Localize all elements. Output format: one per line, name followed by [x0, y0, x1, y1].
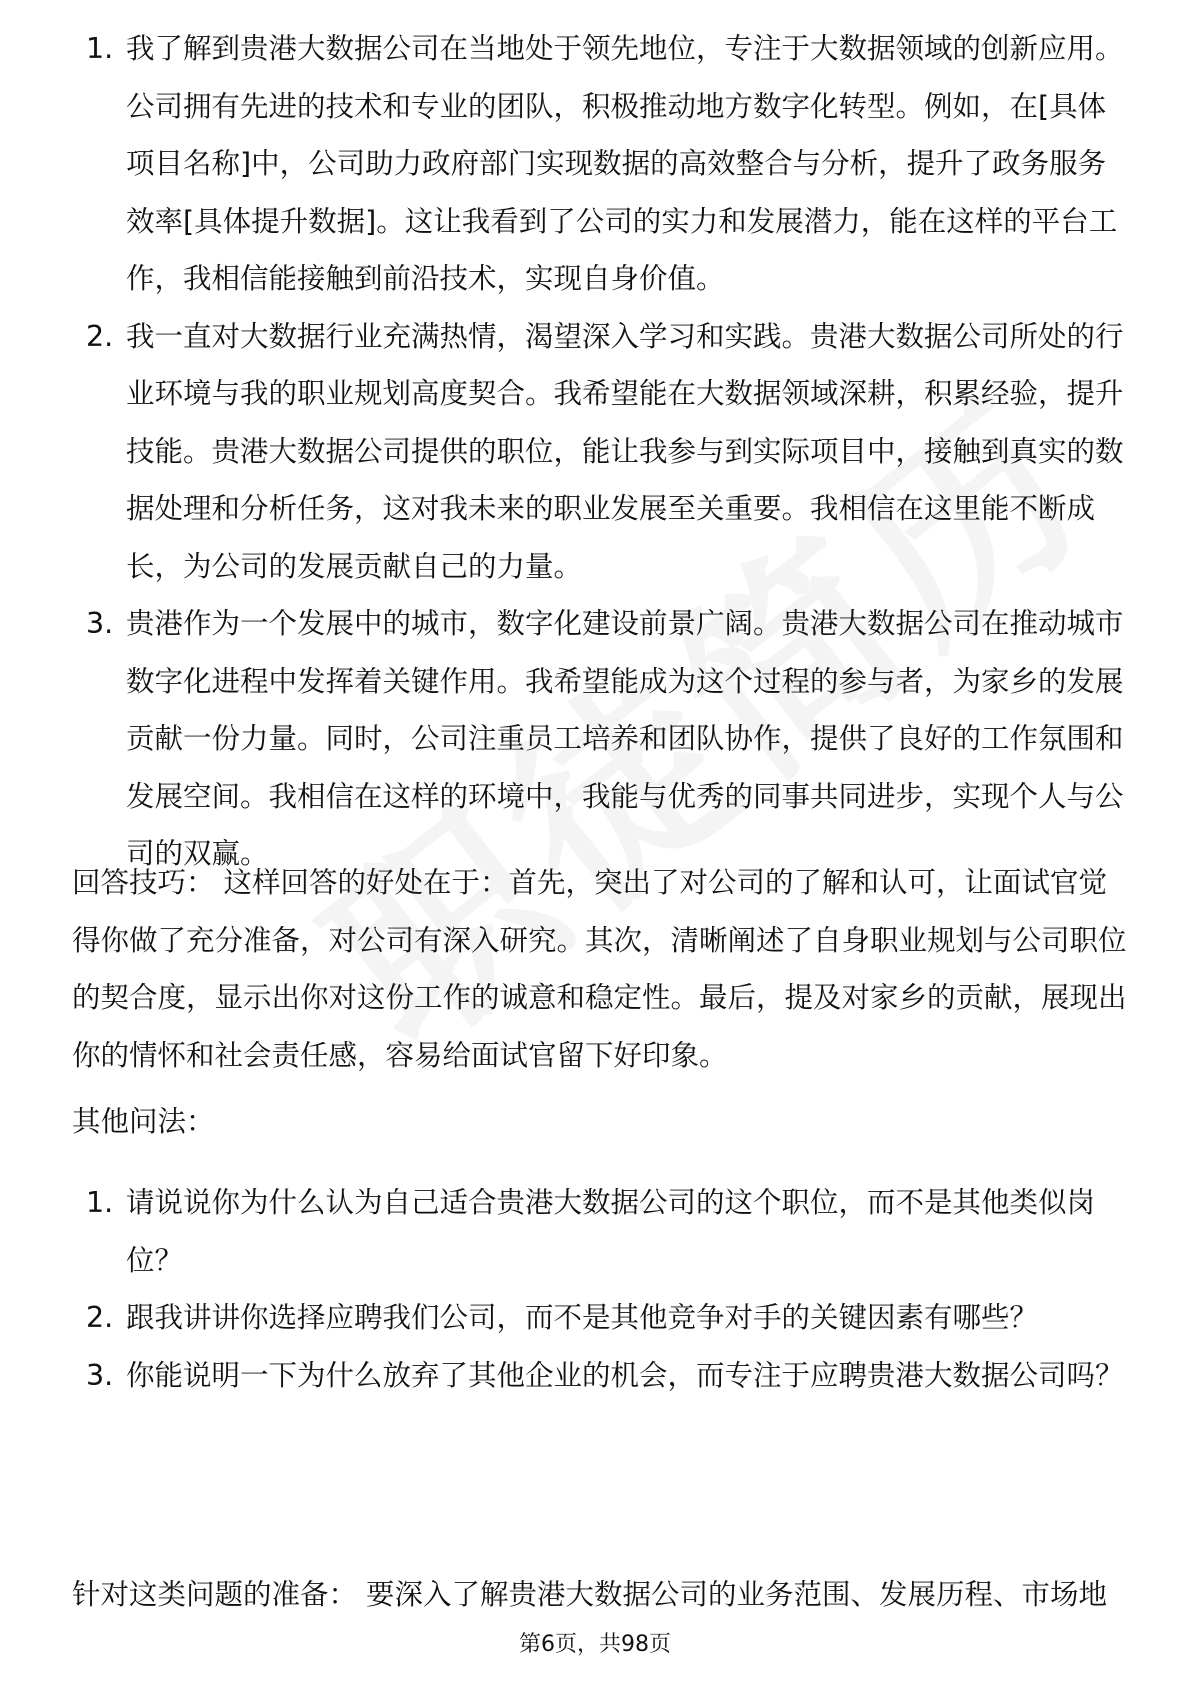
list-item	[0, 595, 1190, 883]
page-number: 第6页，共98页	[519, 1632, 671, 1657]
list-item-text: 跟我讲讲你选择应聘我们公司，而不是其他竞争对手的关键因素有哪些？	[126, 1301, 1039, 1334]
list-number: 3.	[86, 1358, 114, 1392]
list-item-text: 你能说明一下为什么放弃了其他企业的机会，而专注于应聘贵港大数据公司吗？	[126, 1358, 1124, 1392]
list-number: 1.	[86, 32, 114, 65]
list-item-text: 我一直对大数据行业充满热情，渴望深入学习和实践。贵港大数据公司所处的行业环境与我的职业规划高度契合。我希望能在大数据领域深耕，积累经验，提升技能。贵港大数据公司提供的职位，能让我参与到实际项目中，接触到真实的数据处理和分析任务，这对我未来的职业发展至关重要。我相信在这里能不断成长，为公司的发展贡献自己的力量。	[126, 319, 1124, 583]
list-number: 2.	[86, 1301, 114, 1334]
preparation-note: 针对这类问题的准备： 要深入了解贵港大数据公司的业务范围、发展历程、市场地	[72, 1578, 1108, 1611]
list-item	[0, 308, 1190, 596]
list-number: 2.	[86, 319, 114, 353]
list-item	[0, 1347, 1190, 1405]
list-number: 3.	[86, 607, 114, 640]
list-item-text: 请说说你为什么认为自己适合贵港大数据公司的这个职位，而不是其他类似岗位？	[126, 1186, 1096, 1277]
list-item-text: 贵港作为一个发展中的城市，数字化建设前景广阔。贵港大数据公司在推动城市数字化进程中发挥着关键作用。我希望能成为这个过程的参与者，为家乡的发展贡献一份力量。同时，公司注重员工培养和团队协作，提供了良好的工作氛围和发展空间。我相信在这样的环境中，我能与优秀的同事共同进步，实现个人与公司的双赢。	[126, 607, 1124, 870]
other-questions-list	[0, 1174, 1190, 1404]
other-questions-heading: 其他问法：	[72, 1105, 215, 1138]
list-item	[0, 20, 1190, 308]
reasons-list	[0, 20, 1190, 883]
list-item	[0, 1174, 1190, 1289]
answer-tips: 回答技巧： 这样回答的好处在于：首先，突出了对公司的了解和认可，让面试官觉得你做了充分准备，对公司有深入研究。其次，清晰阐述了自身职业规划与公司职位的契合度，显示出你对这份工作的诚意和稳定性。最后，提及对家乡的贡献，展现出你的情怀和社会责任感，容易给面试官留下好印象。	[72, 866, 1127, 1072]
list-item-text: 我了解到贵港大数据公司在当地处于领先地位，专注于大数据领域的创新应用。公司拥有先进的技术和专业的团队，积极推动地方数字化转型。例如，在[具体项目名称]中，公司助力政府部门实现数据的高效整合与分析，提升了政务服务效率[具体提升数据]。这让我看到了公司的实力和发展潜力，能在这样的平台工作，我相信能接触到前沿技术，实现自身价值。	[126, 32, 1124, 295]
list-item	[0, 1289, 1190, 1347]
list-number: 1.	[86, 1186, 114, 1219]
